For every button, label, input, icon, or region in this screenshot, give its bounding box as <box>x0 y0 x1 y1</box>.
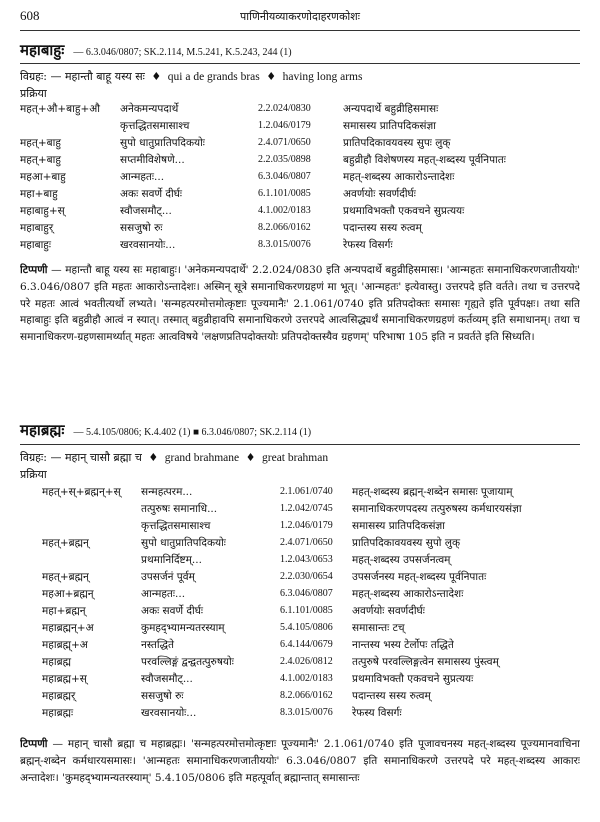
derivation-row <box>0 621 600 638</box>
sutra-reference: 1.2.046/0179 <box>280 520 333 531</box>
form: महाबाहु+स् <box>20 205 65 217</box>
gloss-french: qui a de grands bras <box>167 71 260 83</box>
comment: समानाधिकरणपदस्य तत्पुरुषस्य कर्मधारयसंज्ञा <box>352 503 522 515</box>
diamond-separator: ♦ <box>151 70 162 83</box>
sutra-reference: 2.4.071/0650 <box>280 537 333 548</box>
sutra-reference: 2.1.061/0740 <box>280 486 333 497</box>
sutra-reference: 1.2.046/0179 <box>258 120 311 131</box>
sutra-reference: 6.3.046/0807 <box>280 588 333 599</box>
sutra-reference: 4.1.002/0183 <box>280 673 333 684</box>
comment: समासस्य प्रातिपदिकसंज्ञा <box>352 520 445 532</box>
note-text: — महान् चासौ ब्रह्मा च महाब्रह्मः। 'सन्महत्परमोत्तमोत्कृष्टाः पूज्यमानैः' 2.1.061/0740 इति पूजावचनस्य महत्-शब्दस्य पूज्यमानवाचिना ब्रह्मन्-शब्देन कर्मधारयसमासः। 'आन्महतः समानाधिकरणजातीययोः' 6.3.046/0807 इति समानाधिकरणे उत्तरपदे परे महत्-शब्दस्य आकारः अन्तादेशः। 'कुमहद्भ्यामन्यतरस्याम्' 5.4.105/0806 इति महत्पूर्वात् ब्रह्मान्तात् समासान्तः <box>20 738 580 784</box>
comment: बहुव्रीहौ विशेषणस्य महत्-शब्दस्य पूर्वनिपातः <box>343 154 506 166</box>
prakriya-label: प्रक्रिया <box>20 468 47 481</box>
vigraha-label: विग्रहः <box>20 70 44 83</box>
derivation-row <box>0 485 600 502</box>
gloss-english: great brahman <box>262 452 329 464</box>
form: महाब्रह्म <box>42 656 71 668</box>
vigraha-text: — महान्तौ बाहू यस्य सः <box>50 70 145 83</box>
entry-heading <box>20 40 580 60</box>
comment: अवर्णयोः सवर्णदीर्घः <box>343 188 416 200</box>
entry-heading <box>20 420 580 440</box>
sutra: आन्महतः... <box>141 588 186 600</box>
derivation-row <box>0 689 600 706</box>
vigraha-line: विग्रहः: — महान् चासौ ब्रह्मा च ♦ grand brahmane ♦ great brahman <box>20 451 329 464</box>
form: महत्+औ+बाहु+औ <box>20 103 101 115</box>
form: महत्+बाहु <box>20 137 61 149</box>
derivation-row <box>0 238 600 255</box>
entry-rule <box>20 63 580 64</box>
sutra: अकः सवर्णे दीर्घः <box>120 188 183 200</box>
note-text: — महान्तौ बाहू यस्य सः महाबाहुः। 'अनेकमन्यपदार्थे' 2.2.024/0830 इति अन्यपदार्थे बहुव्रीहिसमासः। 'आन्महतः समानाधिकरणजातीययोः' 6.3.046/0807 इति महतः आकारोऽन्तादेशः। अस्मिन् सूत्रे समानाधिकरणग्रहणं मा भूत्। 'आन्महतः' इत्येवास्तु। उत्तरपदे इति वर्तते। तथा च उत्तरपदे परे महतः आत्वं भवतीत्यर्थो लभ्यते। 'सन्महत्परमोत्तमोत्कृष्टाः पूज्यमानैः' 2.1.061/0740 इति प्रतिपदोक्तः समासः गृह्यते इति पूर्वपक्षः। तथा सति महाबाहुः इति बहुव्रीहौ आत्वं न स्यात्। तस्मात् बहुव्रीहावपि समानाधिकरणे उत्तरपदे आत्वसिद्ध्यर्थं समानाधिकरणग्रहणं कर्तव्यम् इति समाधानम्। तथा च समानाधिकरण-ग्रहणसामर्थ्यात् महतः आत्वविषये 'लक्षणप्रतिपदोक्तयोः प्रतिपदोक्तस्यैव ग्रहणम्' परिभाषा 105 इति न प्रवर्तते इति सिध्यति। <box>20 264 580 344</box>
comment: अवर्णयोः सवर्णदीर्घः <box>352 605 425 617</box>
sutra-reference: 2.4.026/0812 <box>280 656 333 667</box>
form: महाब्रह्मर् <box>42 690 76 702</box>
note-label: टिप्पणी <box>20 264 48 276</box>
form: महाबाहुर् <box>20 222 54 234</box>
sutra-reference: 8.3.015/0076 <box>258 239 311 250</box>
sutra: ससजुषो रुः <box>141 690 184 702</box>
page-number: 608 <box>20 8 40 23</box>
comment: तत्पुरुषे परवल्लिङ्गत्वेन समासस्य पुंस्त्वम् <box>352 656 499 668</box>
sutra: आन्महतः... <box>120 171 165 183</box>
form: महाब्रह्म+स् <box>42 673 87 685</box>
commentary-note <box>20 262 580 402</box>
derivation-row <box>0 119 600 136</box>
sutra: अकः सवर्णे दीर्घः <box>141 605 204 617</box>
page-header <box>20 8 580 28</box>
derivation-row <box>0 587 600 604</box>
comment: महत्-शब्दस्य आकारोऽन्तादेशः <box>352 588 464 600</box>
sutra-reference: 1.2.043/0653 <box>280 554 333 565</box>
sutra-reference: 2.2.035/0898 <box>258 154 311 165</box>
diamond-separator: ♦ <box>266 70 277 83</box>
derivation-row <box>0 570 600 587</box>
sutra: उपसर्जनं पूर्वम् <box>141 571 195 583</box>
comment: समासस्य प्रातिपदिकसंज्ञा <box>343 120 436 132</box>
comment: रेफस्य विसर्गः <box>343 239 393 251</box>
comment: प्रातिपदिकावयवस्य सुपो लुक् <box>352 537 461 549</box>
vigraha-label: विग्रहः <box>20 451 44 464</box>
sutra: कृत्तद्धितसमासाश्च <box>141 520 211 532</box>
sutra: सुपो धातुप्रातिपदिकयोः <box>120 137 205 149</box>
sutra: ससजुषो रुः <box>120 222 163 234</box>
derivation-row <box>0 204 600 221</box>
header-rule <box>20 30 580 31</box>
sutra: कृत्तद्धितसमासाश्च <box>120 120 190 132</box>
sutra-reference: 2.4.071/0650 <box>258 137 311 148</box>
prakriya-label: प्रक्रिया <box>20 87 47 100</box>
sutra-reference: 4.1.002/0183 <box>258 205 311 216</box>
sutra-reference: 5.4.105/0806 <box>280 622 333 633</box>
sutra: कुमहद्भ्यामन्यतरस्याम् <box>141 622 225 634</box>
derivation-row <box>0 187 600 204</box>
comment: रेफस्य विसर्गः <box>352 707 402 719</box>
comment: प्रथमाविभक्तौ एकवचने सुप्रत्ययः <box>343 205 465 217</box>
headword-references: — 5.4.105/0806; K.4.402 (1) ■ 6.3.046/0807; SK.2.114 (1) <box>73 427 312 438</box>
note-label: टिप्पणी <box>20 738 48 750</box>
form: महत्+ब्रह्मन् <box>42 537 89 549</box>
comment: पदान्तस्य सस्य रुत्वम् <box>343 222 422 234</box>
sutra-reference: 1.2.042/0745 <box>280 503 333 514</box>
headword: महाब्रह्मः <box>20 421 65 439</box>
derivation-row <box>0 672 600 689</box>
sutra-reference: 8.2.066/0162 <box>280 690 333 701</box>
derivation-row <box>0 502 600 519</box>
form: महाबाहुः <box>20 239 51 251</box>
derivation-row <box>0 136 600 153</box>
comment: अन्यपदार्थे बहुव्रीहिसमासः <box>343 103 439 115</box>
comment: प्रातिपदिकावयवस्य सुपः लुक् <box>343 137 451 149</box>
diamond-separator: ♦ <box>148 451 159 464</box>
comment: महत्-शब्दस्य उपसर्जनत्वम् <box>352 554 451 566</box>
entry-rule <box>20 444 580 445</box>
sutra-reference: 6.1.101/0085 <box>258 188 311 199</box>
sutra: अनेकमन्यपदार्थे <box>120 103 179 115</box>
comment: नान्तस्य भस्य टेर्लोपः तद्धिते <box>352 639 454 651</box>
derivation-row <box>0 604 600 621</box>
headword-references: — 6.3.046/0807; SK.2.114, M.5.241, K.5.243, 244 (1) <box>73 47 292 58</box>
gloss-english: having long arms <box>282 71 363 83</box>
sutra-reference: 2.2.024/0830 <box>258 103 311 114</box>
sutra-reference: 8.3.015/0076 <box>280 707 333 718</box>
form: महाब्रह्मः <box>42 707 74 719</box>
sutra-reference: 6.1.101/0085 <box>280 605 333 616</box>
gloss-french: grand brahmane <box>164 452 240 464</box>
derivation-row <box>0 519 600 536</box>
commentary-note <box>20 736 580 820</box>
form: महा+ब्रह्मन् <box>42 605 86 617</box>
sutra: परवल्लिङ्गं द्वन्द्वतत्पुरुषयोः <box>141 656 234 668</box>
comment: पदान्तस्य सस्य रुत्वम् <box>352 690 431 702</box>
sutra: स्वौजसमौट्... <box>141 673 193 685</box>
sutra: सुपो धातुप्रातिपदिकयोः <box>141 537 226 549</box>
comment: महत्-शब्दस्य आकारोऽन्तादेशः <box>343 171 455 183</box>
derivation-row <box>0 638 600 655</box>
form: महआ+ब्रह्मन् <box>42 588 94 600</box>
comment: महत्-शब्दस्य ब्रह्मन्-शब्देन समासः पूजायाम् <box>352 486 513 498</box>
derivation-row <box>0 553 600 570</box>
sutra: प्रथमानिर्दिष्टम्... <box>141 554 202 566</box>
vigraha-line: विग्रहः: — महान्तौ बाहू यस्य सः ♦ qui a de grands bras ♦ having long arms <box>20 70 363 83</box>
comment: समासान्तः टच् <box>352 622 405 634</box>
form: महत्+स्+ब्रह्मन्+स् <box>42 486 121 498</box>
book-title: पाणिनीयव्याकरणोदाहरणकोशः <box>240 10 360 23</box>
derivation-row <box>0 221 600 238</box>
derivation-row <box>0 655 600 672</box>
form: महा+बाहु <box>20 188 58 200</box>
form: महआ+बाहु <box>20 171 66 183</box>
form: महाब्रह्मन्+अ <box>42 622 94 634</box>
derivation-row <box>0 706 600 723</box>
headword: महाबाहुः <box>20 41 65 59</box>
sutra: सप्तमीविशेषणे... <box>120 154 185 166</box>
sutra: सन्महत्परम... <box>141 486 193 498</box>
form: महाब्रह्म्+अ <box>42 639 88 651</box>
sutra: नस्तद्धिते <box>141 639 174 651</box>
vigraha-text: — महान् चासौ ब्रह्मा च <box>50 451 142 464</box>
comment: उपसर्जनस्य महत्-शब्दस्य पूर्वनिपातः <box>352 571 487 583</box>
sutra-reference: 2.2.030/0654 <box>280 571 333 582</box>
sutra: तत्पुरुषः समानाधि... <box>141 503 218 515</box>
sutra-reference: 8.2.066/0162 <box>258 222 311 233</box>
derivation-row <box>0 153 600 170</box>
comment: प्रथमाविभक्तौ एकवचने सुप्रत्ययः <box>352 673 474 685</box>
form: महत्+बाहु <box>20 154 61 166</box>
diamond-separator: ♦ <box>245 451 256 464</box>
derivation-row <box>0 536 600 553</box>
sutra: खरवसानयोः... <box>120 239 176 251</box>
derivation-row <box>0 170 600 187</box>
sutra-reference: 6.3.046/0807 <box>258 171 311 182</box>
form: महत्+ब्रह्मन् <box>42 571 89 583</box>
sutra: खरवसानयोः... <box>141 707 197 719</box>
sutra: स्वौजसमौट्... <box>120 205 172 217</box>
derivation-row <box>0 102 600 119</box>
sutra-reference: 6.4.144/0679 <box>280 639 333 650</box>
